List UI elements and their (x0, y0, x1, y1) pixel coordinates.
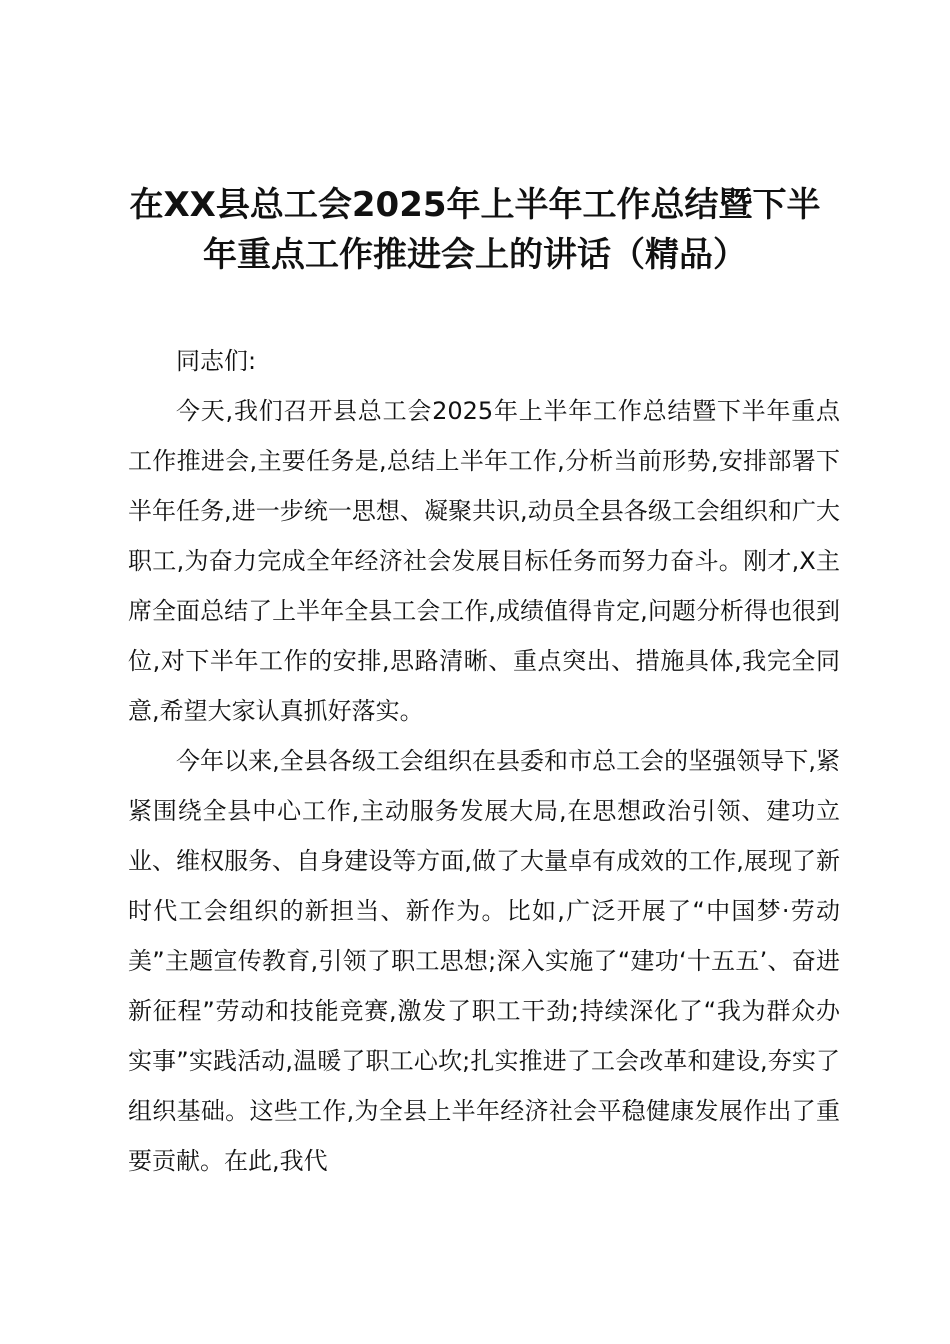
paragraph-opening: 今天,我们召开县总工会2025年上半年工作总结暨下半年重点工作推进会,主要任务是,总结上半年工作,分析当前形势,安排部署下半年任务,进一步统一思想、凝聚共识,动员全县各级工会组织和广大职工,为奋力完成全年经济社会发展目标任务而努力奋斗。刚才,X主席全面总结了上半年全县工会工作,成绩值得肯定,问题分析得也很到位,对下半年工作的安排,思路清晰、重点突出、措施具体,我完全同意,希望大家认真抓好落实。 (128, 397, 840, 725)
paragraph-achievements: 今年以来,全县各级工会组织在县委和市总工会的坚强领导下,紧紧围绕全县中心工作,主动服务发展大局,在思想政治引领、建功立业、维权服务、自身建设等方面,做了大量卓有成效的工作,展现了新时代工会组织的新担当、新作为。比如,广泛开展了“中国梦·劳动美”主题宣传教育,引领了职工思想;深入实施了“建功‘十五五’、奋进新征程”劳动和技能竞赛,激发了职工干劲;持续深化了“我为群众办实事”实践活动,温暖了职工心坎;扎实推进了工会改革和建设,夯实了组织基础。这些工作,为全县上半年经济社会平稳健康发展作出了重要贡献。在此,我代 (128, 747, 840, 1175)
document-title: 在XX县总工会2025年上半年工作总结暨下半年重点工作推进会上的讲话（精品） (129, 185, 821, 275)
salutation: 同志们: (176, 347, 257, 375)
document-body (128, 336, 840, 1186)
